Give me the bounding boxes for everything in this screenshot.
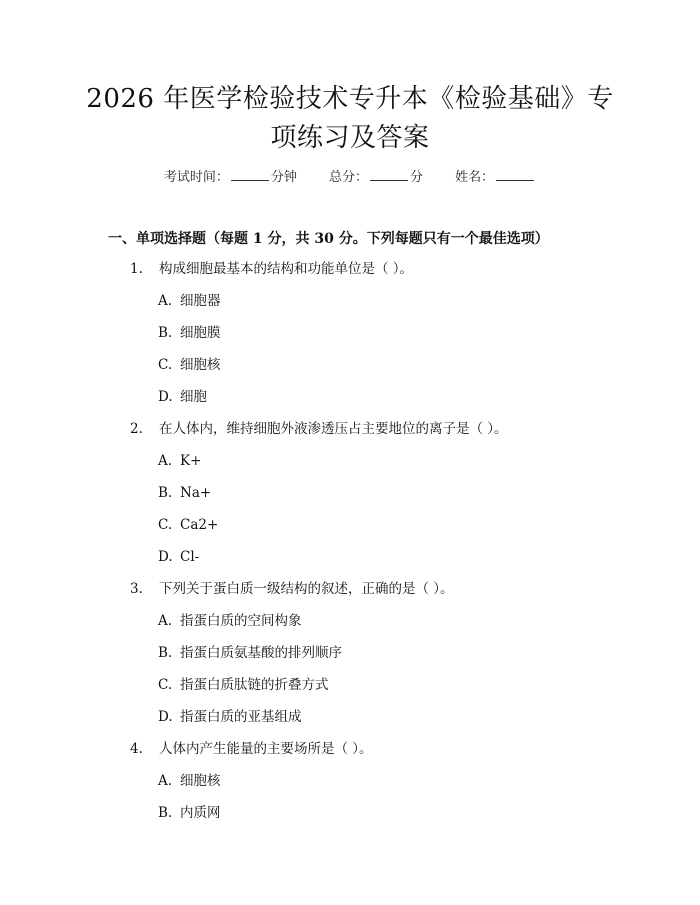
- question-text: 下列关于蛋白质一级结构的叙述，正确的是（ ）。: [159, 581, 454, 597]
- option-text: 细胞: [180, 389, 207, 405]
- option-text: 指蛋白质肽链的折叠方式: [180, 677, 329, 693]
- total-score-blank: [370, 168, 408, 181]
- option-3c: [158, 674, 329, 696]
- option-text: 细胞器: [180, 293, 221, 309]
- option-4b: [158, 802, 221, 824]
- option-2b: [158, 482, 211, 504]
- total-score-unit: 分: [410, 170, 424, 185]
- option-3b: [158, 642, 342, 664]
- option-letter: D.: [158, 549, 173, 565]
- option-letter: A.: [158, 773, 173, 789]
- exam-time-field: [164, 168, 297, 188]
- option-2c: [158, 514, 218, 536]
- option-text: 内质网: [180, 805, 221, 821]
- option-2a: [158, 450, 201, 472]
- question-text: 构成细胞最基本的结构和功能单位是（ ）。: [159, 261, 414, 277]
- section-title-single-choice: 一、单项选择题（每题 1 分，共 30 分。下列每题只有一个最佳选项）: [108, 231, 549, 247]
- option-1a: [158, 290, 221, 312]
- name-blank: [496, 168, 534, 181]
- exam-time-unit: 分钟: [270, 170, 297, 185]
- option-1d: [158, 386, 207, 408]
- document-title-line-1: 2026 年医学检验技术专升本《检验基础》专: [86, 84, 614, 114]
- total-score-label: 总分：: [328, 170, 368, 185]
- document-title-line-2: 项练习及答案: [270, 123, 430, 153]
- option-1c: [158, 354, 221, 376]
- total-score-field: [329, 168, 423, 188]
- option-4a: [158, 770, 221, 792]
- name-label: 姓名：: [455, 170, 495, 185]
- option-text: 指蛋白质的空间构象: [180, 613, 302, 629]
- option-letter: C.: [158, 517, 173, 533]
- option-letter: C.: [158, 357, 173, 373]
- name-field: [455, 168, 536, 188]
- exam-time-label: 考试时间：: [163, 170, 229, 185]
- option-3a: [158, 610, 302, 632]
- question-number: 2.: [130, 421, 143, 437]
- option-text: K+: [180, 453, 202, 469]
- option-letter: B.: [158, 805, 173, 821]
- option-1b: [158, 322, 221, 344]
- option-text: Na+: [180, 485, 212, 501]
- option-text: 指蛋白质氨基酸的排列顺序: [180, 645, 342, 661]
- option-letter: B.: [158, 645, 173, 661]
- question-number: 1.: [130, 261, 143, 277]
- option-letter: D.: [158, 389, 173, 405]
- option-text: 指蛋白质的亚基组成: [180, 709, 302, 725]
- question-4: [130, 738, 373, 760]
- option-text: 细胞核: [180, 773, 221, 789]
- option-text: 细胞核: [180, 357, 221, 373]
- question-number: 4.: [130, 741, 143, 757]
- exam-info-line: [0, 168, 700, 188]
- option-letter: A.: [158, 613, 173, 629]
- question-number: 3.: [130, 581, 143, 597]
- exam-time-blank: [231, 168, 269, 181]
- option-letter: A.: [158, 453, 173, 469]
- option-text: Cl-: [180, 549, 200, 565]
- option-letter: B.: [158, 325, 173, 341]
- question-3: [130, 578, 454, 600]
- question-1: [130, 258, 413, 280]
- option-text: 细胞膜: [180, 325, 221, 341]
- option-text: Ca2+: [180, 517, 219, 533]
- option-letter: A.: [158, 293, 173, 309]
- question-text: 人体内产生能量的主要场所是（ ）。: [159, 741, 373, 757]
- question-2: [130, 418, 508, 440]
- option-letter: C.: [158, 677, 173, 693]
- option-3d: [158, 706, 302, 728]
- option-2d: [158, 546, 199, 568]
- question-text: 在人体内，维持细胞外液渗透压占主要地位的离子是（ ）。: [159, 421, 508, 437]
- option-letter: D.: [158, 709, 173, 725]
- option-letter: B.: [158, 485, 173, 501]
